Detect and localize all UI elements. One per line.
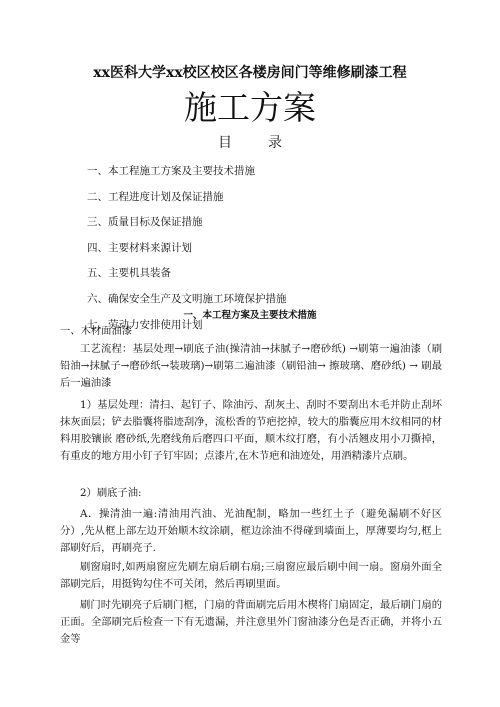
toc-item: 六、确保安全生产及文明施工环境保护措施 — [87, 292, 287, 305]
toc-item: 五、主要机具装备 — [87, 267, 171, 280]
toc-item: 一、本工程施工方案及主要技术措施 — [87, 165, 255, 177]
project-title: xx医科大学xx校区校区各楼房间门等维修刷漆工程 — [93, 65, 407, 81]
toc-heading: 目录 — [218, 135, 318, 151]
paragraph-clear-oil: A．操清油一遍:清油用汽油、光油配制，略加一些红土子（避免漏刷不好区分）,先从框上部左边开始顺木纹涂刷，框边涂油不得碰到墙面上，厚薄要均匀,框上部刷好后，再刷亮子. — [60, 508, 442, 554]
toc-item: 三、质量目标及保证措施 — [87, 216, 203, 229]
paragraph-window-sash: 刷窗扇时,如两扇窗应先刷左扇后刷右扇;三扇窗应最后刷中间一扇。窗扇外面全部刷完后，用挺钩勾住不可关闭，然后再刷里面。 — [60, 561, 442, 590]
paragraph-process-flow: 工艺流程：基层处理→刷底子油(操清油→抹腻子→磨砂纸) →刷第一遍油漆（刷铅油→抹腻子→磨砂纸→装玻璃)→刷第二遍油漆（刷铅油→ 擦玻璃、磨砂纸) → 刷最后一遍油漆 — [60, 343, 442, 389]
paragraph-base-treatment: 1）基层处理：清扫、起钉子、除油污、刮灰土、刮时不要刮出木毛并防止刮坏抹灰面层；铲去脂囊将脂迹刮净，流松香的节疤挖掉，较大的脂囊应用木纹相同的材料用胶镶嵌 磨砂纸,先磨线角后磨四口平面，顺木纹打磨，有小活翘皮用小刀撕掉，有重皮的地方用小钉子钉牢固；点漆片,在木节疤和油迹处，用酒精漆片点刷。 — [60, 399, 442, 462]
toc-item: 二、工程进度计划及保证措施 — [87, 190, 224, 203]
document-title: 施工方案 — [184, 88, 316, 127]
paragraph-primer-heading: 2）刷底子油: — [80, 487, 142, 499]
toc-item: 七、劳动力安排使用计划 — [87, 318, 203, 331]
paragraph-door-painting: 刷门时先刷亮子后刷门框，门扇的背面刷完后用木楔将门扇固定，最后刷门扇的正面。全部刷完后检查一下有无遗漏，并注意里外门窗油漆分色是否正确，并将小五金等 — [60, 599, 442, 645]
toc-item: 四、主要材料来源计划 — [87, 241, 192, 254]
section-heading: 一、本工程方案及主要技术措施 — [183, 310, 317, 321]
subsection-heading: 一、木材面油漆 — [60, 325, 133, 337]
